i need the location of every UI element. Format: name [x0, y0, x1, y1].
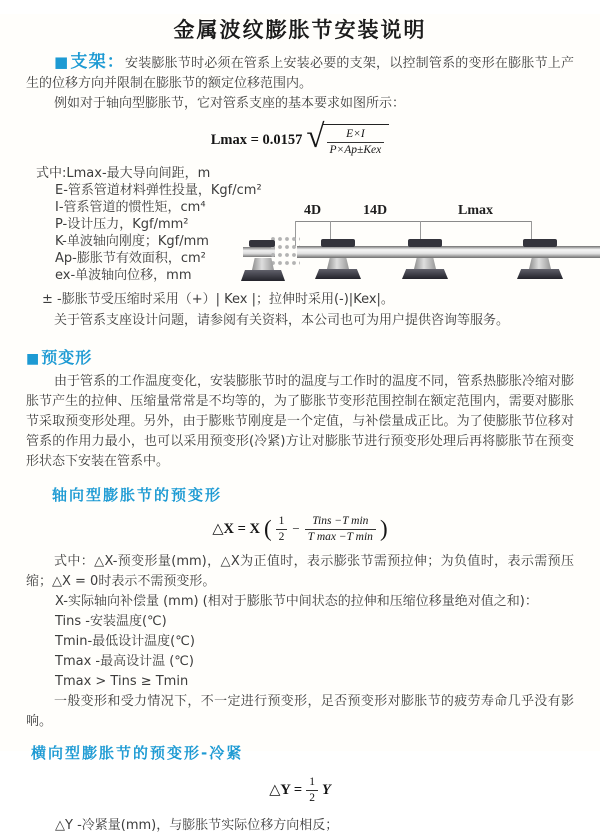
definition-item: 式中:Lmax-最大导向间距，m — [36, 165, 211, 181]
definition-item: P-设计压力，Kgf/mm² — [55, 216, 189, 232]
support-heading-label: 支架： — [70, 52, 126, 72]
pipe-support — [516, 206, 564, 286]
minus-operator: − — [292, 521, 300, 537]
dim-label-4d: 4D — [303, 203, 322, 218]
axial-item: X-实际轴向补偿量 (mm) (相对于膨胀节中间状态的拉伸和压缩位移量绝对值之和)： — [55, 593, 538, 609]
support-section-heading — [54, 52, 125, 72]
page-title: 金属波纹膨胀节安装说明 — [173, 18, 427, 42]
consult-note: 关于管系支座设计问题，请参阅有关资料，本公司也可为用户提供咨询等服务。 — [54, 312, 510, 328]
dim-label-lmax: Lmax — [458, 203, 493, 218]
document-content — [0, 52, 600, 836]
axial-item: Tmax > Tins ≥ Tmin — [55, 673, 189, 689]
lateral-formula — [26, 775, 574, 806]
definition-item: E-管系管道材料弹性投量，Kgf/cm² — [55, 182, 262, 198]
support-clamp — [523, 239, 557, 247]
one-half-fraction — [306, 775, 318, 806]
radicand — [322, 124, 390, 158]
half-denominator: 2 — [309, 791, 315, 804]
pipe-support — [401, 206, 449, 286]
radical-sign-icon: √ — [306, 119, 325, 155]
support-clamp — [321, 239, 355, 247]
temperature-fraction-denominator: T max −T min — [307, 530, 373, 543]
support-neck — [414, 258, 436, 269]
axial-item: Tmin-最低设计温度(℃) — [55, 633, 195, 649]
section-bullet-icon: ■ — [26, 350, 41, 367]
definition-item: ex-单波轴向位移，mm — [55, 267, 192, 283]
predeform-section-heading — [26, 345, 574, 368]
dim-label-14d: 14D — [362, 203, 388, 218]
support-base — [402, 269, 448, 279]
lateral-subheading: 横向型膨胀节的预变形-冷紧 — [31, 743, 244, 762]
pipe-support — [314, 206, 362, 286]
anchor-support — [241, 206, 285, 288]
lateral-formula-rhs: Y — [321, 781, 331, 798]
support-base — [241, 270, 285, 281]
support-spacing-diagram — [243, 203, 600, 301]
lmax-fraction — [327, 127, 385, 158]
axial-item: Tins -安装温度(℃) — [55, 613, 167, 629]
lmax-formula — [26, 119, 574, 158]
axial-items-list — [26, 592, 574, 692]
plusminus-note: ± -膨胀节受压缩时采用（+）| Kex |；拉伸时采用(-)|Kex|。 — [42, 291, 394, 307]
lmax-formula-lhs: Lmax = 0.0157 — [210, 131, 303, 148]
close-paren: ) — [379, 515, 388, 541]
axial-formula — [26, 514, 574, 545]
support-example-line: 例如对于轴向型膨胀节，它对管系支座的基本要求如图所示： — [54, 96, 406, 111]
support-intro-text: 安装膨胀节时必须在管系上安装必要的支架，以控制管系的变形在膨胀节上产生的位移方向并限制在膨胀节的额定位移范围内。 — [26, 56, 574, 91]
definition-item: I-管系管道的惯性矩，cm⁴ — [55, 199, 206, 215]
support-intro-paragraph — [26, 52, 574, 94]
document-page — [0, 14, 600, 833]
axial-formula-lhs: △X = X — [212, 521, 260, 538]
half-numerator: 1 — [276, 514, 288, 530]
definition-item: K-单波轴向刚度；Kgf/mm — [55, 233, 209, 249]
support-base — [517, 269, 563, 279]
definition-item: Ap-膨胀节有效面积，cm² — [55, 250, 206, 266]
axial-subheading: 轴向型膨胀节的预变形 — [52, 485, 223, 504]
predeform-heading-label: 预变形 — [41, 347, 93, 367]
temperature-fraction — [305, 514, 376, 545]
lateral-note: △Y -冷紧量(mm)，与膨胀节实际位移方向相反； — [55, 817, 339, 833]
lateral-formula-lhs: △Y = — [269, 782, 303, 799]
lmax-fraction-numerator: E×I — [327, 127, 385, 143]
section-bullet-icon: ■ — [54, 53, 70, 71]
sqrt-radical — [306, 119, 389, 158]
support-neck — [529, 258, 551, 269]
temperature-fraction-numerator: Tins −T min — [305, 514, 376, 530]
axial-item: Tmax -最高设计温 (℃) — [55, 653, 194, 669]
open-paren: ( — [264, 515, 272, 541]
half-denominator: 2 — [278, 530, 285, 543]
one-half-fraction — [276, 514, 288, 545]
lmax-fraction-denominator: P×Ap±Kex — [329, 143, 382, 156]
half-numerator: 1 — [306, 775, 318, 791]
support-clamp — [408, 239, 442, 247]
support-neck — [327, 258, 349, 269]
predeform-paragraph: 由于管系的工作温度变化，安装膨胀节时的温度与工作时的温度不同，管系热膨胀冷缩对膨胀节产生的拉伸、压缩量常常是不均等的，为了膨胀节变形范围控制在额定范围内，需要对膨胀节采取预变形处理。另外，由于膨账节刚度是一个定值，与补偿量成正比。为了使膨胀节位移对管系的作用力最小，也可以采用预变形(冷紧)方让对膨胀节进行预变形处理后再将膨胀节在预变形状态下安装在管系中。 — [26, 373, 575, 469]
support-base — [315, 269, 361, 279]
axial-explain-paragraph: 式中：△X-预变形量(mm)，△X为正值时，表示膨张节需预拉伸；为负值时，表示需预压缩；△X = 0时表示不需预变形。 — [26, 553, 574, 589]
support-clamp — [249, 240, 275, 247]
lateral-note-wrap — [26, 816, 574, 836]
axial-closing-line: 一般变形和受力情况下，不一定进行预变形，足否预变形对膨胀节的疲劳寿命几乎没有影响。 — [26, 693, 574, 729]
support-neck — [252, 258, 274, 270]
